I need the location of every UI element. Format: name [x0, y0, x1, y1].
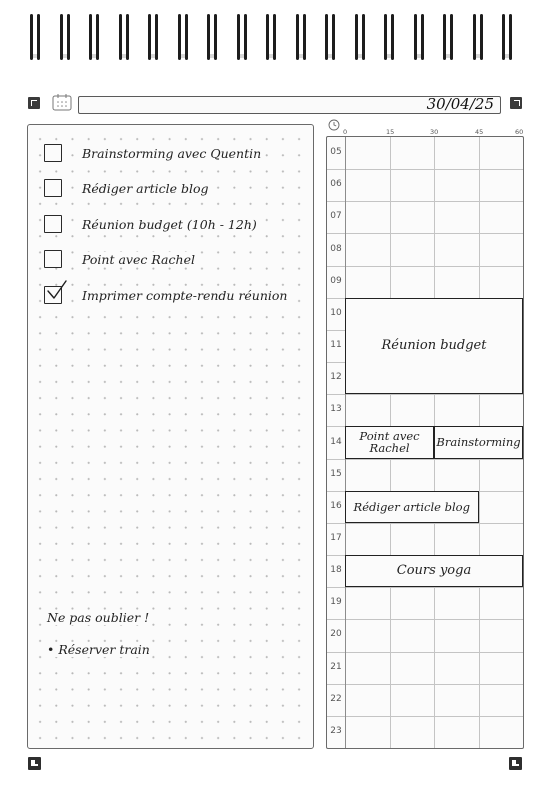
- hour-label: 10: [330, 307, 342, 318]
- hour-gridline: [327, 684, 523, 685]
- todo-checkbox[interactable]: [44, 215, 62, 233]
- hour-label: 14: [330, 436, 342, 447]
- binding-ring: [421, 14, 424, 60]
- hour-label: 15: [330, 468, 342, 479]
- binding-ring: [332, 14, 335, 60]
- hour-label: 21: [330, 661, 342, 672]
- clock-icon: [328, 119, 340, 131]
- event-label: Réunion budget: [381, 338, 487, 354]
- hour-label: 12: [330, 372, 342, 383]
- date-text: 30/04/25: [426, 95, 494, 113]
- hour-gridline: [327, 716, 523, 717]
- hour-gridline: [327, 459, 523, 460]
- minute-mark: 30: [430, 128, 439, 136]
- binding-ring: [214, 14, 217, 60]
- hour-label: 07: [330, 211, 342, 222]
- event-label: Cours yoga: [396, 563, 472, 579]
- binding-ring: [355, 14, 358, 60]
- hour-label: 11: [330, 340, 342, 351]
- event-label: Rédiger article blog: [353, 499, 470, 514]
- binding-ring: [148, 14, 151, 60]
- binding-ring: [303, 14, 306, 60]
- binding-ring: [473, 14, 476, 60]
- binding-ring: [207, 14, 210, 60]
- hour-gridline: [327, 652, 523, 653]
- todo-item[interactable]: [44, 285, 290, 305]
- binding-ring: [178, 14, 181, 60]
- reminder-item: • Réserver train: [47, 642, 150, 657]
- binding-ring: [509, 14, 512, 60]
- todo-checkbox[interactable]: [44, 250, 62, 268]
- binding-ring: [185, 14, 188, 60]
- todo-label: Imprimer compte-rendu réunion: [82, 287, 288, 303]
- binding-ring: [89, 14, 92, 60]
- page-export-icon[interactable]: [28, 757, 41, 770]
- todo-item[interactable]: [44, 214, 259, 234]
- todo-panel: [27, 124, 314, 749]
- spiral-binding: [0, 0, 547, 66]
- binding-ring: [325, 14, 328, 60]
- hour-label: 19: [330, 597, 342, 608]
- todo-checkbox[interactable]: [44, 179, 62, 197]
- prev-page-button[interactable]: [28, 97, 40, 109]
- todo-label: Point avec Rachel: [82, 251, 195, 267]
- hour-label: 08: [330, 243, 342, 254]
- binding-ring: [273, 14, 276, 60]
- todo-checkbox-checked[interactable]: [44, 286, 62, 304]
- hour-gridline: [327, 394, 523, 395]
- hour-label: 17: [330, 532, 342, 543]
- hour-label: 18: [330, 565, 342, 576]
- minute-mark: 60: [515, 128, 524, 136]
- hour-label: 05: [330, 147, 342, 158]
- binding-ring: [126, 14, 129, 60]
- date-field[interactable]: [78, 96, 501, 114]
- binding-ring: [119, 14, 122, 60]
- hour-label: 20: [330, 629, 342, 640]
- calendar-event[interactable]: [345, 555, 523, 587]
- calendar-event[interactable]: [345, 298, 523, 394]
- calendar-event[interactable]: [434, 426, 523, 458]
- binding-ring: [30, 14, 33, 60]
- reminder-title: Ne pas oublier !: [47, 610, 150, 625]
- binding-ring: [96, 14, 99, 60]
- page-export-icon[interactable]: [509, 757, 522, 770]
- todo-item[interactable]: [44, 249, 197, 269]
- hour-label: 13: [330, 404, 342, 415]
- calendar-icon[interactable]: [52, 93, 72, 111]
- hour-gridline: [327, 201, 523, 202]
- binding-ring: [502, 14, 505, 60]
- hour-gridline: [327, 266, 523, 267]
- hour-label: 09: [330, 275, 342, 286]
- binding-ring: [384, 14, 387, 60]
- minute-mark: 0: [343, 128, 348, 136]
- minute-mark: 45: [475, 128, 484, 136]
- binding-ring: [67, 14, 70, 60]
- binding-ring: [450, 14, 453, 60]
- todo-label: Brainstorming avec Quentin: [82, 145, 262, 161]
- todo-checkbox[interactable]: [44, 144, 62, 162]
- binding-ring: [60, 14, 63, 60]
- hour-label: 23: [330, 725, 342, 736]
- binding-ring: [443, 14, 446, 60]
- binding-ring: [414, 14, 417, 60]
- binding-ring: [266, 14, 269, 60]
- binding-ring: [296, 14, 299, 60]
- calendar-event[interactable]: [345, 491, 479, 523]
- binding-ring: [155, 14, 158, 60]
- binding-ring: [244, 14, 247, 60]
- calendar-event[interactable]: [345, 426, 434, 458]
- hour-gridline: [327, 169, 523, 170]
- binding-ring: [480, 14, 483, 60]
- todo-item[interactable]: [44, 143, 263, 163]
- binding-ring: [391, 14, 394, 60]
- event-label: Point avec Rachel: [359, 429, 420, 456]
- event-label: Brainstorming: [436, 435, 521, 450]
- hour-label: 22: [330, 693, 342, 704]
- todo-label: Réunion budget (10h - 12h): [82, 216, 257, 232]
- hour-label: 16: [330, 500, 342, 511]
- minute-mark: 15: [386, 128, 395, 136]
- hour-gridline: [327, 587, 523, 588]
- hour-gridline: [327, 523, 523, 524]
- binding-ring: [362, 14, 365, 60]
- checkmark-icon: [47, 279, 67, 301]
- next-page-button[interactable]: [510, 97, 522, 109]
- binding-ring: [37, 14, 40, 60]
- todo-label: Rédiger article blog: [82, 180, 209, 196]
- hour-gridline: [327, 233, 523, 234]
- binding-ring: [237, 14, 240, 60]
- todo-item[interactable]: [44, 178, 211, 198]
- hour-gridline: [327, 619, 523, 620]
- hour-label: 06: [330, 179, 342, 190]
- day-timeline[interactable]: [326, 136, 524, 749]
